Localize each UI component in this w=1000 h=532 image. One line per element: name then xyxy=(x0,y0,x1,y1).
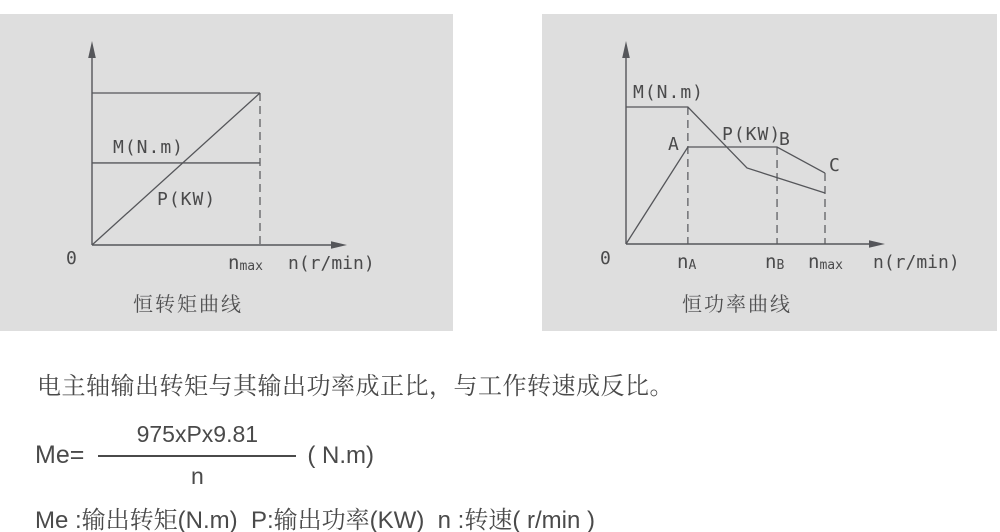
constant-torque-panel xyxy=(0,14,453,331)
power-series-label: P(KW) xyxy=(157,189,217,210)
x-axis-label: n(r/min) xyxy=(873,252,960,273)
tick-na: nA xyxy=(677,251,697,273)
series-layer xyxy=(92,93,260,245)
symbol-definitions: Me :输出转矩(N.m) P:输出功率(KW) n :转速( r/min ) xyxy=(35,507,595,532)
formula-numerator: 975xPx9.81 xyxy=(136,421,259,447)
x-axis-arrow-icon xyxy=(869,240,885,248)
series-curve xyxy=(626,107,825,193)
y-axis-arrow-icon xyxy=(622,41,630,58)
y-axis-arrow-icon xyxy=(88,41,96,58)
x-axis-label: n(r/min) xyxy=(288,253,375,274)
torque-series-label: M(N.m) xyxy=(633,82,705,103)
origin-label: 0 xyxy=(600,248,612,269)
chart-caption: 恒功率曲线 xyxy=(682,294,792,316)
constant-torque-chart xyxy=(0,14,453,331)
formula-unit: ( N.m) xyxy=(307,441,374,469)
torque-series-label: M(N.m) xyxy=(113,137,185,158)
tick-nb: nB xyxy=(765,251,785,273)
constant-power-panel xyxy=(542,14,997,331)
formula-fraction xyxy=(98,421,296,490)
power-series-label: P(KW) xyxy=(722,124,782,145)
tick-nmax: nmax xyxy=(808,251,843,273)
chart-caption: 恒转矩曲线 xyxy=(133,294,243,316)
formula-lhs: Me= xyxy=(35,441,85,469)
point-label-c: C xyxy=(829,155,841,176)
torque-formula xyxy=(35,421,374,490)
series-curve xyxy=(626,147,825,244)
x-axis-arrow-icon xyxy=(331,241,347,249)
origin-label: 0 xyxy=(66,248,78,269)
formula-denominator: n xyxy=(190,463,204,489)
description-text: 电主轴输出转矩与其输出功率成正比，与工作转速成反比。 xyxy=(37,373,674,400)
constant-power-chart xyxy=(542,14,997,331)
series-curve xyxy=(92,93,260,245)
point-label-b: B xyxy=(779,129,791,150)
point-label-a: A xyxy=(668,134,680,155)
tick-nmax: nmax xyxy=(228,252,263,274)
